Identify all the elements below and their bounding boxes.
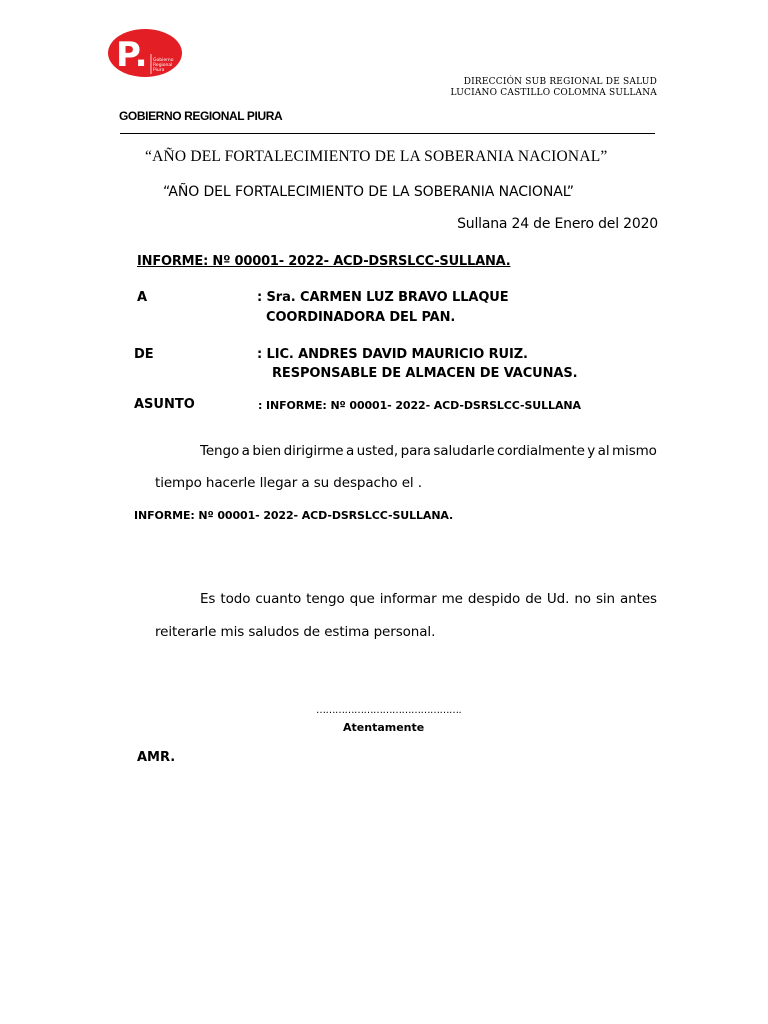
field-de-value: : LIC. ANDRES DAVID MAURICIO RUIZ.: [257, 347, 528, 362]
year-motto-line-1: “AÑO DEL FORTALECIMIENTO DE LA SOBERANIA NACIONAL”: [145, 148, 608, 165]
document-date: Sullana 24 de Enero del 2020: [457, 216, 658, 232]
paragraph-2-word: me: [441, 591, 463, 607]
svg-text:Piura: Piura: [153, 68, 165, 73]
gobierno-regional-piura-logo: [107, 28, 183, 78]
paragraph-2-word: no: [574, 591, 591, 607]
field-a-value: : Sra. CARMEN LUZ BRAVO LLAQUE: [257, 290, 509, 305]
paragraph-1-word: para: [400, 443, 431, 459]
paragraph-2-word: tengo: [306, 591, 345, 607]
initials: AMR.: [137, 750, 176, 765]
org-line-2: LUCIANO CASTILLO COLOMNA SULLANA: [450, 88, 657, 98]
year-motto-line-2: “AÑO DEL FORTALECIMIENTO DE LA SOBERANIA NACIONAL”: [163, 184, 574, 200]
paragraph-2-word: de: [525, 591, 542, 607]
paragraph-1-word: cordialmente: [497, 443, 585, 459]
signature-label: Atentamente: [343, 721, 425, 734]
paragraph-2-word: informar: [379, 591, 437, 607]
paragraph-2-word: Es: [200, 591, 216, 607]
paragraph-1-word: usted,: [356, 443, 399, 459]
signature-line: ……………………………………….: [316, 705, 462, 716]
paragraph-2-word: cuanto: [255, 591, 302, 607]
paragraph-1-word: a: [241, 443, 250, 459]
paragraph-1-line-2: tiempo hacerle llegar a su despacho el .: [155, 475, 422, 491]
header-divider: [120, 133, 655, 134]
field-asunto-label: ASUNTO: [134, 397, 195, 412]
paragraph-1-line-1: [200, 443, 657, 459]
paragraph-1-word: a: [345, 443, 355, 459]
field-a-position: COORDINADORA DEL PAN.: [266, 310, 456, 325]
paragraph-2-line-2: reiterarle mis saludos de estima personal.: [155, 624, 436, 640]
paragraph-2-word: que: [349, 591, 375, 607]
paragraph-2-word: despido: [467, 591, 521, 607]
svg-text:P.: P.: [116, 35, 148, 75]
gobierno-label: GOBIERNO REGIONAL PIURA: [119, 109, 283, 123]
svg-text:Gobierno: Gobierno: [153, 58, 174, 63]
informe-title: INFORME: Nº 00001- 2022- ACD-DSRSLCC-SULLANA.: [137, 254, 511, 269]
paragraph-1-word: bien: [252, 443, 282, 459]
paragraph-1-word: dirigirme: [283, 443, 344, 459]
field-de-label: DE: [134, 347, 154, 362]
org-line-1: DIRECCIÓN SUB REGIONAL DE SALUD: [463, 77, 657, 87]
field-a-label: A: [137, 290, 148, 305]
paragraph-2-word: antes: [620, 591, 657, 607]
paragraph-1-word: y: [587, 443, 596, 459]
organization-header: [451, 77, 657, 99]
paragraph-2-word: Ud.: [546, 591, 570, 607]
paragraph-1-reference: INFORME: Nº 00001- 2022- ACD-DSRSLCC-SULLANA.: [134, 509, 454, 522]
paragraph-1-word: al: [597, 443, 610, 459]
paragraph-1-word: mismo: [612, 443, 657, 459]
paragraph-1-word: saludarle: [433, 443, 495, 459]
svg-text:Regional: Regional: [153, 63, 173, 68]
field-asunto-value: : INFORME: Nº 00001- 2022- ACD-DSRSLCC-SULLANA: [258, 399, 581, 412]
paragraph-2-word: todo: [220, 591, 251, 607]
paragraph-1-word: Tengo: [200, 443, 240, 459]
paragraph-2-word: sin: [595, 591, 615, 607]
paragraph-2-line-1: [200, 591, 657, 607]
field-de-position: RESPONSABLE DE ALMACEN DE VACUNAS.: [272, 366, 578, 381]
